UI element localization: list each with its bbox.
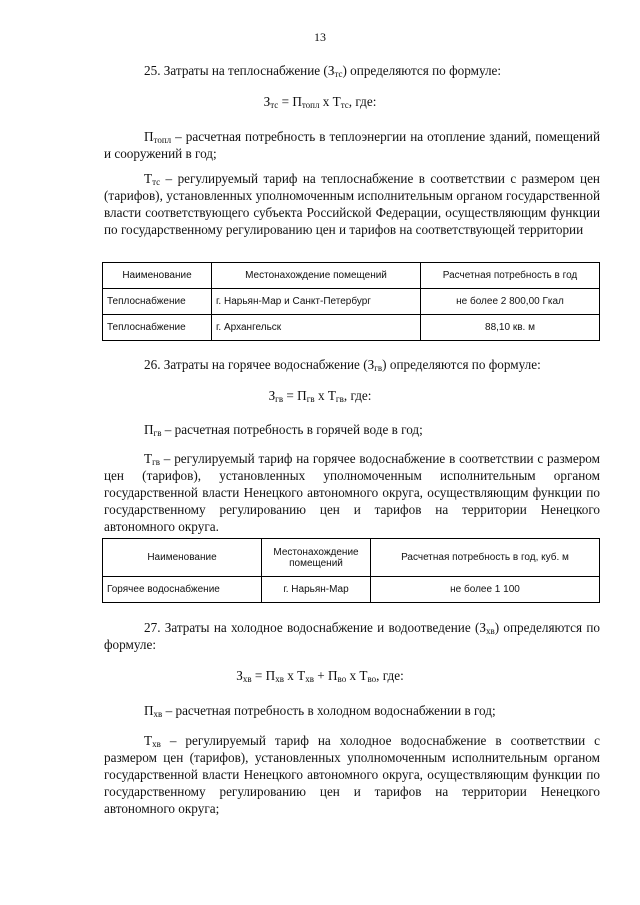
table-row: [103, 315, 600, 341]
s25-intro: 25. Затраты на теплоснабжение $(З_{тс})$ определяются по формуле:: [144, 63, 502, 79]
table-header-row: [103, 539, 600, 577]
s25-formula: $З_{тс} = П_{топл}$ х $Т_{тс}$, где:: [263, 94, 377, 110]
s27-formula: $З_{хв} = П_{хв}$ х $Т_{хв} + П_{во}$ х $Т_{во}$, где:: [236, 668, 404, 684]
s25-def-ptopl: $П_{топл}$ – расчетная потребность в теплоэнергии на отопление зданий, помещений и сооружений в год;: [104, 129, 600, 161]
table-cell: г. Нарьян-Мар: [262, 577, 371, 603]
s27-def-txv: $Т_{хв}$ – регулируемый тариф на холодное водоснабжение в соответствии с размером цен (тарифов), установленных уполномоченным исполнительным органом государственной власти Ненецкого автономного округа, осуществляющим функции по государственному регулированию цен и тарифов на территории Ненецкого автономного округа;: [104, 733, 600, 816]
table-header-cell: Наименование: [103, 263, 212, 289]
table-row: [103, 577, 600, 603]
table-header-cell: Местонахождение помещений: [262, 539, 371, 577]
page-number: 13: [314, 30, 326, 44]
table-cell: Теплоснабжение: [103, 289, 212, 315]
table-header-cell: Местонахождение помещений: [212, 263, 421, 289]
table-row: [103, 289, 600, 315]
table-cell: не более 1 100: [371, 577, 600, 603]
table-cell: не более 2 800,00 Гкал: [421, 289, 600, 315]
table-header-cell: Расчетная потребность в год: [421, 263, 600, 289]
table-header-cell: Расчетная потребность в год, куб. м: [371, 539, 600, 577]
table-cell: 88,10 кв. м: [421, 315, 600, 341]
s26-intro: 26. Затраты на горячее водоснабжение $(З_{гв})$ определяются по формуле:: [144, 357, 541, 373]
s26-def-pgv: $П_{гв}$ – расчетная потребность в горячей воде в год;: [144, 422, 423, 438]
s26-def-tgv: $Т_{гв}$ – регулируемый тариф на горячее водоснабжение в соответствии с размером цен (тарифов), установленных уполномоченным исполнительным органом государственной власти Ненецкого автономного округа, осуществляющим функции по государственному регулированию цен и тарифов на территории Ненецкого автономного округа.: [104, 451, 600, 534]
s26-formula: $З_{гв} = П_{гв}$ х $Т_{гв}$, где:: [268, 388, 372, 404]
table-cell: г. Нарьян-Мар и Санкт-Петербург: [212, 289, 421, 315]
table-cell: Теплоснабжение: [103, 315, 212, 341]
s25-def-ttc: $Т_{тс}$ – регулируемый тариф на теплоснабжение в соответствии с размером цен (тарифов), установленных уполномоченным исполнительным органом государственной власти соответствующего субъекта Российской Федерации, осуществляющим функции по государственному регулированию цен и тарифов на соответствующей территории: [104, 171, 600, 237]
table-header-cell: Наименование: [103, 539, 262, 577]
s25-table: [102, 262, 600, 341]
table-cell: г. Архангельск: [212, 315, 421, 341]
s27-def-pxv: $П_{хв}$ – расчетная потребность в холодном водоснабжении в год;: [144, 703, 496, 719]
table-cell: Горячее водоснабжение: [103, 577, 262, 603]
s26-table: [102, 538, 600, 603]
table-header-row: [103, 263, 600, 289]
s27-intro: 27. Затраты на холодное водоснабжение и водоотведение $(З_{хв})$ определяются по формуле:: [104, 620, 601, 652]
